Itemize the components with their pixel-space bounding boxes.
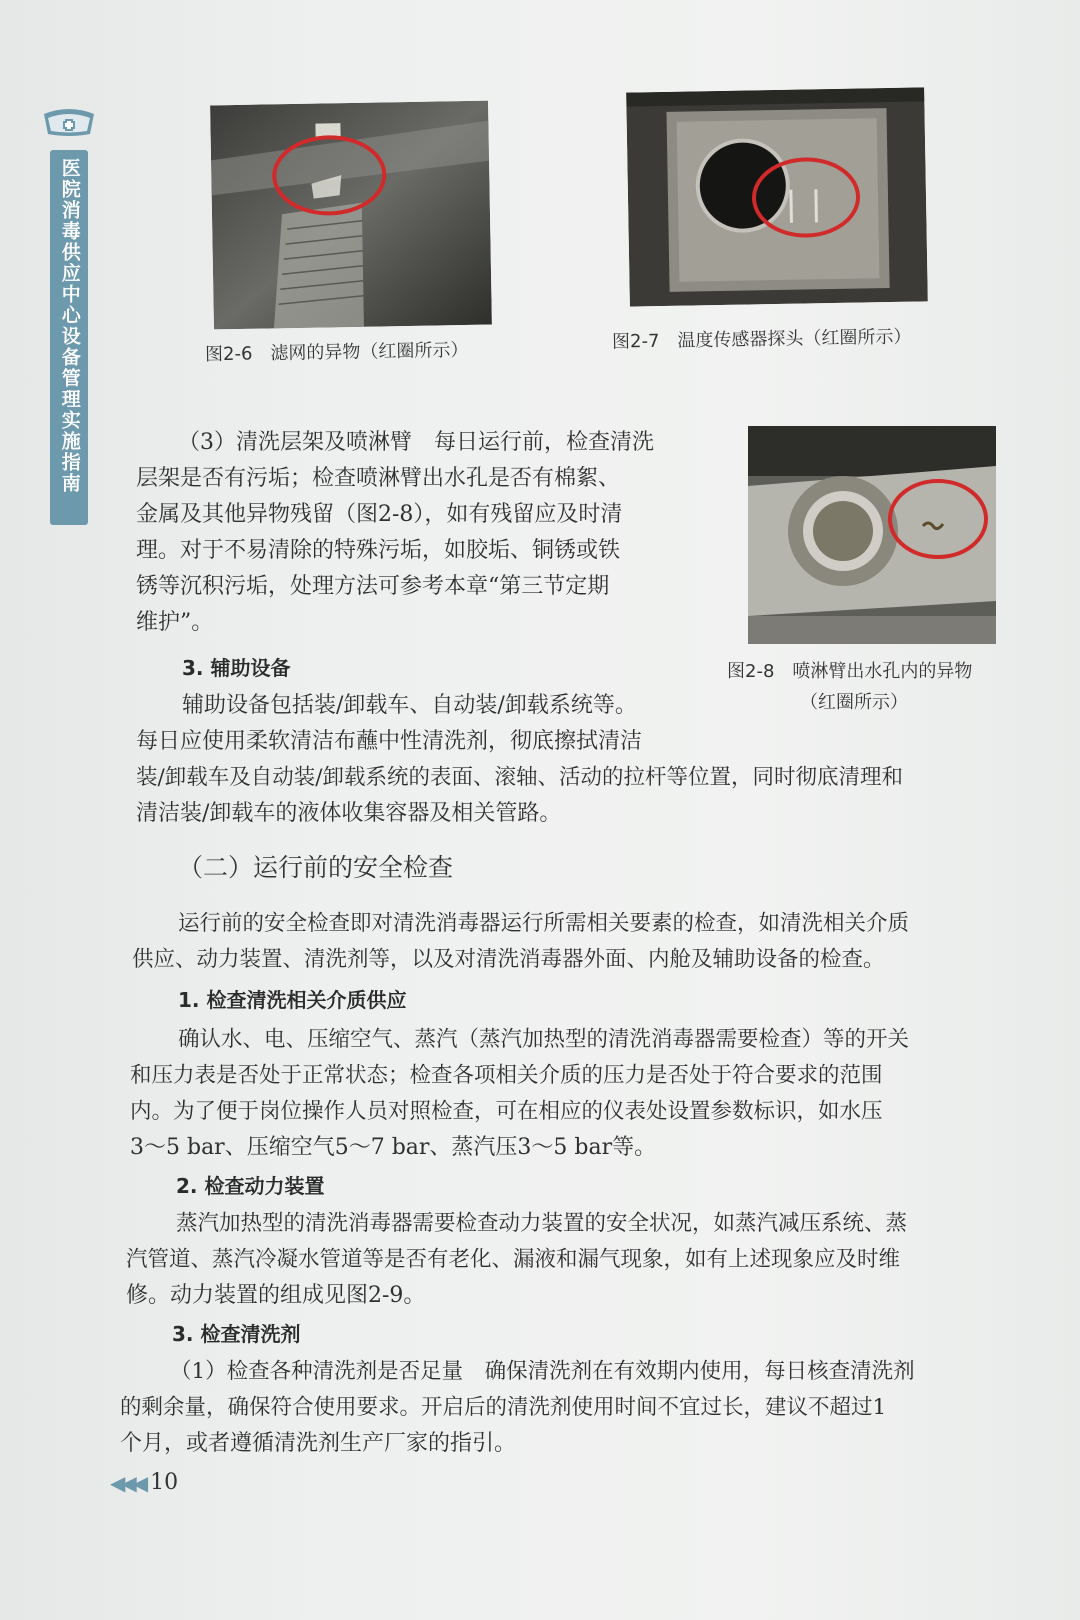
body-line: 清洁装/卸载车的液体收集容器及相关管路。 xyxy=(136,801,562,826)
subsection-heading: 1. 检查清洗相关介质供应 xyxy=(178,988,407,1012)
figure-2-8-photo xyxy=(748,426,996,644)
body-line: 理。对于不易清除的特殊污垢，如胶垢、铜锈或铁 xyxy=(136,538,621,563)
page-number: 10 xyxy=(150,1470,179,1495)
figure-number: 图2-6 xyxy=(204,343,253,366)
section-title: （二）运行前的安全检查 xyxy=(178,853,454,882)
figure-title-cont: （红圈所示） xyxy=(800,692,908,713)
page-footer xyxy=(110,1470,178,1495)
body-line: （1）检查各种清洗剂是否足量 确保清洗剂在有效期内使用，每日核查清洗剂 xyxy=(170,1359,915,1384)
subsection-heading: 2. 检查动力装置 xyxy=(176,1174,325,1198)
triple-chevron-left-icon: ◀◀◀ xyxy=(110,1470,145,1495)
figure-number: 图2-7 xyxy=(611,330,660,353)
subsection-heading: 3. 检查清洗剂 xyxy=(172,1322,301,1346)
body-line: 汽管道、蒸汽冷凝水管道等是否有老化、漏液和漏气现象，如有上述现象应及时维 xyxy=(126,1247,901,1272)
nurse-cap-logo-icon xyxy=(40,106,98,138)
body-line: 供应、动力装置、清洗剂等，以及对清洗消毒器外面、内舱及辅助设备的检查。 xyxy=(132,947,885,972)
body-line: 每日应使用柔软清洁布蘸中性清洗剂，彻底擦拭清洁 xyxy=(136,729,643,754)
figure-2-8-caption xyxy=(727,657,972,683)
chapter-side-tab xyxy=(50,150,88,525)
figure-title: 滤网的异物（红圈所示） xyxy=(270,339,469,365)
body-line: （3）清洗层架及喷淋臂 每日运行前，检查清洗 xyxy=(178,430,654,455)
figure-title: 喷淋臂出水孔内的异物 xyxy=(792,661,973,682)
body-line: 装/卸载车及自动装/卸载系统的表面、滚轴、活动的拉杆等位置，同时彻底清理和 xyxy=(136,765,903,790)
figure-2-7-photo xyxy=(626,87,928,306)
figure-2-8-caption-line2 xyxy=(800,688,908,714)
figure-number: 图2-8 xyxy=(727,661,775,682)
body-line: 锈等沉积污垢，处理方法可参考本章“第三节定期 xyxy=(136,574,610,599)
body-line: 运行前的安全检查即对清洗消毒器运行所需相关要素的检查，如清洗相关介质 xyxy=(178,911,910,936)
body-line: 层架是否有污垢；检查喷淋臂出水孔是否有棉絮、 xyxy=(136,466,621,491)
body-line: 3～5 bar、压缩空气5～7 bar、蒸汽压3～5 bar等。 xyxy=(130,1135,657,1160)
body-line: 金属及其他异物残留（图2-8），如有残留应及时清 xyxy=(136,502,623,527)
body-line: 内。为了便于岗位操作人员对照检查，可在相应的仪表处设置参数标识，如水压 xyxy=(130,1099,883,1124)
subsection-heading: 3. 辅助设备 xyxy=(182,656,291,680)
body-line: 修。动力装置的组成见图2-9。 xyxy=(126,1283,426,1308)
figure-title: 温度传感器探头（红圈所示） xyxy=(677,326,912,352)
body-line: 确认水、电、压缩空气、蒸汽（蒸汽加热型的清洗消毒器需要检查）等的开关 xyxy=(178,1027,910,1052)
body-line: 个月，或者遵循清洗剂生产厂家的指引。 xyxy=(120,1431,517,1456)
figure-2-6-photo xyxy=(210,101,492,330)
body-line: 辅助设备包括装/卸载车、自动装/卸载系统等。 xyxy=(182,693,637,718)
side-tab-title: 医院消毒供应中心设备管理实施指南 xyxy=(58,158,81,494)
body-line: 蒸汽加热型的清洗消毒器需要检查动力装置的安全状况，如蒸汽减压系统、蒸 xyxy=(176,1211,908,1236)
body-line: 维护”。 xyxy=(136,610,214,635)
body-line: 的剩余量，确保符合使用要求。开启后的清洗剂使用时间不宜过长，建议不超过1 xyxy=(120,1395,887,1420)
figure-2-6-caption xyxy=(205,336,469,367)
body-line: 和压力表是否处于正常状态；检查各项相关介质的压力是否处于符合要求的范围 xyxy=(130,1063,883,1088)
figure-2-7-caption xyxy=(612,322,912,353)
